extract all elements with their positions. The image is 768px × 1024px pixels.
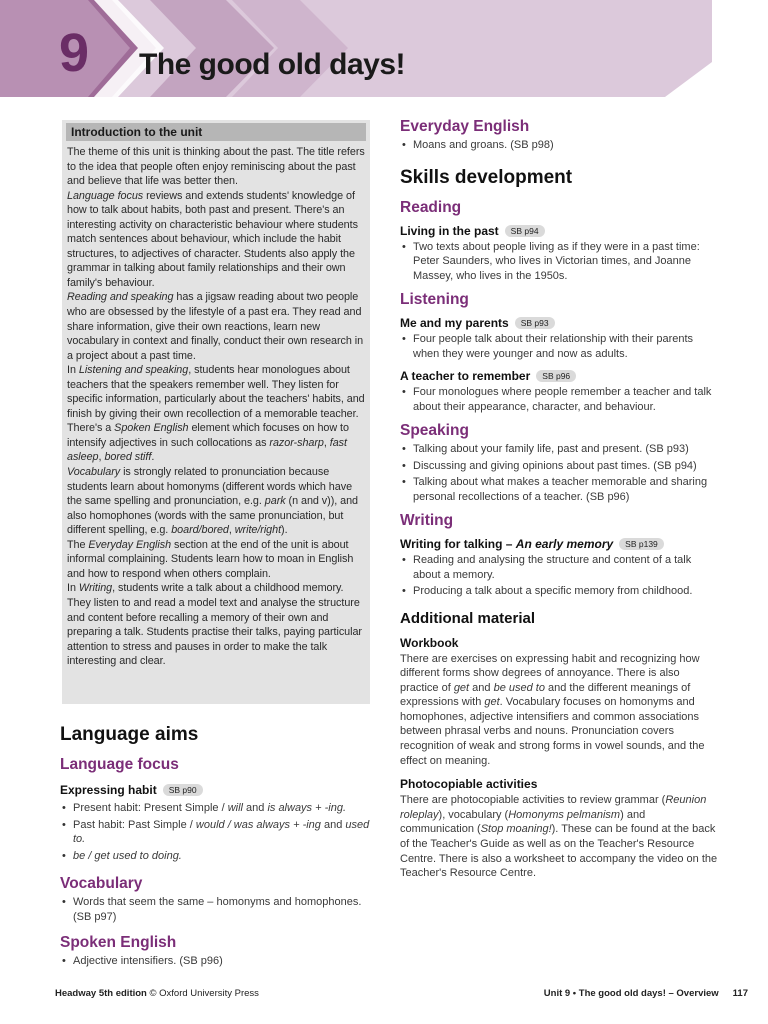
photocopiable-text: There are photocopiable activities to review grammar (Reunion roleplay), vocabulary (Homonyms pelmanism) and communication (Stop moaning!). These can be found at the back of the Teacher's Guide as well as on the Teacher's Resource Centre. There is also a worksheet to accompany the video on the Teacher's Resource Centre. xyxy=(400,794,718,880)
footer-section-title: Unit 9 • The good old days! – Overview xyxy=(543,988,719,999)
language-aims-section xyxy=(60,722,370,971)
unit-number: 9 xyxy=(59,23,89,83)
teacher-to-remember-subheading: A teacher to remember SB p96 xyxy=(400,368,720,385)
list-item: • Talking about your family life, past and present. (SB p93) xyxy=(400,442,720,457)
sb-reference-badge: SB p93 xyxy=(515,317,555,329)
sb-reference-badge: SB p90 xyxy=(163,784,203,796)
living-in-the-past-subheading: Living in the past SB p94 xyxy=(400,223,720,240)
intro-paragraph: Reading and speaking has a jigsaw reading about two people who are obsessed by the lifestyle of a past era. They read and share information, give their own reactions, learn new vocabulary in context and finally, conduct their own research in a project about a past time. xyxy=(67,291,364,362)
page-number: 117 xyxy=(732,988,748,999)
publisher-label: © Oxford University Press xyxy=(146,988,259,999)
list-item: • Discussing and giving opinions about past times. (SB p94) xyxy=(400,459,720,474)
intro-paragraph: In Listening and speaking, students hear monologues about teachers that the speakers remember well. They listen for specific information, particularly about the teachers' habits, and finish by giving their own recollection of a memorable teacher. There's a Spoken English element which focuses on how to intensify adjectives in such collocations as razor-sharp, fast asleep, bored stiff. xyxy=(67,364,365,464)
sb-reference-badge: SB p96 xyxy=(536,370,576,382)
skills-heading: Skills development xyxy=(400,166,573,188)
spoken-english-list xyxy=(60,954,370,969)
intro-paragraph: The Everyday English section at the end of the unit is about informal complaining. Students learn how to moan in English and how to respond when others complain. xyxy=(67,538,354,580)
reading-list xyxy=(400,240,720,284)
sb-reference-badge: SB p139 xyxy=(619,538,664,550)
me-and-my-parents-subheading: Me and my parents SB p93 xyxy=(400,315,720,332)
writing-heading: Writing xyxy=(400,512,454,529)
list-item: • be / get used to doing. xyxy=(60,849,370,864)
intro-box xyxy=(62,120,370,704)
writing-for-talking-subheading: Writing for talking – An early memory SB p139 xyxy=(400,536,720,553)
list-item: • Four monologues where people remember a teacher and talk about their appearance, character, and behaviour. xyxy=(400,385,720,414)
speaking-heading: Speaking xyxy=(400,422,469,439)
footer-credit xyxy=(55,988,259,999)
reading-heading: Reading xyxy=(400,198,462,216)
spoken-english-heading: Spoken English xyxy=(60,934,177,951)
language-focus-heading: Language focus xyxy=(60,756,179,773)
right-column xyxy=(400,116,720,881)
vocabulary-list xyxy=(60,895,370,924)
intro-paragraph: In Writing, students write a talk about a childhood memory. They listen to and read a model text and analyse the structure and content before recalling a memory of their own and preparing a talk. Students practise their talks, paying particular attention to stress and pauses in order to make the talk interesting and clear. xyxy=(67,582,362,668)
intro-paragraph: The theme of this unit is thinking about the past. The title refers to the idea that people often enjoy reminiscing about the past and believe that life was better then. xyxy=(67,146,365,188)
listening-heading: Listening xyxy=(400,291,469,308)
language-aims-heading: Language aims xyxy=(60,724,199,745)
footer-section xyxy=(544,988,748,999)
page-title: The good old days! xyxy=(139,48,405,81)
header-banner xyxy=(0,0,768,97)
edition-label: Headway 5th edition xyxy=(55,988,147,999)
intro-body xyxy=(66,141,366,669)
list-item: • Two texts about people living as if they were in a past time: Peter Saunders, who lives in Victorian times, and Joanne Massey, who lives in the 1950s. xyxy=(400,240,720,284)
list-item: • Reading and analysing the structure and content of a talk about a memory. xyxy=(400,553,720,582)
intro-paragraph: Language focus reviews and extends students' knowledge of how to talk about habits, both past and present. There's an interesting activity on characteristic behaviour where students match sentences about behaviour, which include the habit structures, to adjectives of character. Students also apply the grammar in talking about family relationships and their own family's behaviour. xyxy=(67,189,358,289)
list-item: • Words that seem the same – homonyms and homophones. (SB p97) xyxy=(60,895,370,924)
list-item: • Present habit: Present Simple / will and is always + -ing. xyxy=(60,801,370,816)
listening-list-1 xyxy=(400,332,720,361)
list-item: • Adjective intensifiers. (SB p96) xyxy=(60,954,370,969)
list-item: • Producing a talk about a specific memory from childhood. xyxy=(400,584,720,599)
sb-reference-badge: SB p94 xyxy=(505,225,545,237)
vocabulary-heading: Vocabulary xyxy=(60,875,143,892)
list-item: • Four people talk about their relationship with their parents when they were younger and now as adults. xyxy=(400,332,720,361)
workbook-subheading: Workbook xyxy=(400,635,459,650)
list-item: • Moans and groans. (SB p98) xyxy=(400,138,720,153)
intro-heading: Introduction to the unit xyxy=(66,123,366,141)
list-item: • Talking about what makes a teacher memorable and sharing personal recollections of a teacher. (SB p96) xyxy=(400,475,720,504)
everyday-english-heading: Everyday English xyxy=(400,118,530,135)
everyday-english-list xyxy=(400,138,720,153)
photocopiable-subheading: Photocopiable activities xyxy=(400,777,538,792)
listening-list-2 xyxy=(400,385,720,414)
additional-material-heading: Additional material xyxy=(400,609,536,627)
expressing-habit-subheading: Expressing habit SB p90 xyxy=(60,782,370,799)
writing-list xyxy=(400,553,720,599)
speaking-list xyxy=(400,442,720,504)
workbook-text: There are exercises on expressing habit and recognizing how different forms show degrees of annoyance. There is also practice of get and be used to and the different meanings of expressions with get. Vocabulary focuses on homonyms and homophones, adjective intensifiers and common associations between phrasal verbs and nouns. Pronunciation covers recognition of weak and strong forms in vowel sounds, and the effect on meaning. xyxy=(400,652,705,767)
language-focus-list xyxy=(60,801,370,863)
intro-paragraph: Vocabulary is strongly related to pronunciation because students learn about homonyms (different words which have the same spelling and pronunciation, e.g. park (n and v)), and also homophones (words with the same pronunciation, but different spelling, e.g. board/bored, write/right). xyxy=(67,466,359,537)
list-item: • Past habit: Past Simple / would / was always + -ing and used to. xyxy=(60,818,370,847)
